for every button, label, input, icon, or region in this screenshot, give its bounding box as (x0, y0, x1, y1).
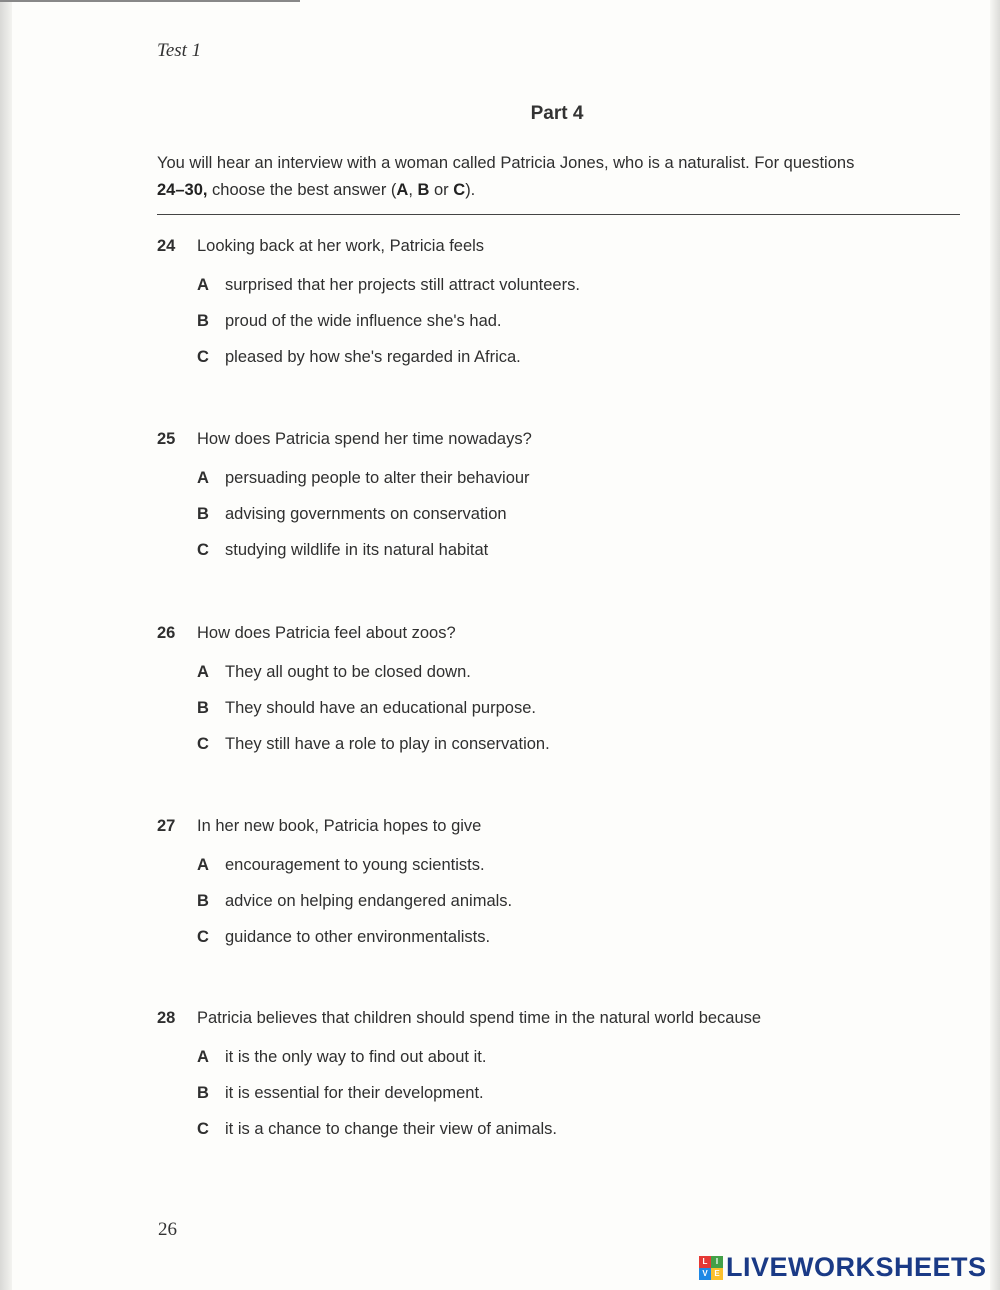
question-24 (157, 237, 957, 375)
option-letter: B (197, 699, 209, 717)
option-letter: A (197, 276, 209, 294)
question-stem: In her new book, Patricia hopes to give (197, 817, 482, 835)
option-text: it is a chance to change their view of animals. (225, 1120, 558, 1138)
option-letter: B (197, 892, 209, 910)
question-stem-line (157, 237, 957, 267)
part-title: Part 4 (530, 103, 584, 124)
option-a[interactable] (197, 654, 957, 690)
option-c[interactable] (197, 339, 957, 375)
option-c[interactable] (197, 726, 957, 762)
question-26 (157, 624, 957, 762)
option-b[interactable] (197, 883, 957, 919)
option-letter: B (197, 505, 209, 523)
option-b[interactable] (197, 303, 957, 339)
question-number: 25 (157, 430, 176, 448)
logo-mark-cell: V (699, 1268, 711, 1280)
option-text: advice on helping endangered animals. (225, 892, 513, 910)
option-letter: A (197, 1048, 209, 1066)
question-number: 27 (157, 817, 176, 835)
option-b[interactable] (197, 496, 957, 532)
letter-b: B (417, 181, 430, 199)
page-number: 26 (158, 1219, 177, 1240)
option-text: guidance to other environmentalists. (225, 928, 491, 946)
question-number: 28 (157, 1009, 176, 1027)
option-letter: C (197, 928, 209, 946)
option-letter: A (197, 856, 209, 874)
option-text: They still have a role to play in conservation. (225, 735, 550, 753)
question-stem: Looking back at her work, Patricia feels (197, 237, 485, 255)
logo-mark-icon (699, 1256, 723, 1280)
scan-left-edge (0, 0, 12, 1290)
question-stem: How does Patricia spend her time nowadays? (197, 430, 532, 448)
option-text: pleased by how she's regarded in Africa. (225, 348, 521, 366)
option-text: surprised that her projects still attract volunteers. (225, 276, 580, 294)
logo-mark-cell: E (711, 1268, 723, 1280)
option-b[interactable] (197, 690, 957, 726)
question-27 (157, 817, 957, 955)
instructions (157, 150, 962, 204)
option-text: persuading people to alter their behaviour (225, 469, 530, 487)
option-text: studying wildlife in its natural habitat (225, 541, 489, 559)
instructions-text: choose the best answer ( (207, 181, 397, 199)
option-c[interactable] (197, 919, 957, 955)
question-25 (157, 430, 957, 568)
section-divider (157, 214, 960, 215)
option-text: proud of the wide influence she's had. (225, 312, 502, 330)
option-letter: C (197, 735, 209, 753)
option-c[interactable] (197, 532, 957, 568)
question-stem: How does Patricia feel about zoos? (197, 624, 456, 642)
scan-right-edge (990, 0, 1000, 1290)
option-a[interactable] (197, 267, 957, 303)
option-letter: C (197, 541, 209, 559)
liveworksheets-logo (699, 1252, 987, 1283)
option-letter: B (197, 1084, 209, 1102)
option-letter: C (197, 1120, 209, 1138)
sep: or (429, 181, 454, 199)
option-letter: A (197, 469, 209, 487)
top-rule (0, 0, 300, 2)
option-a[interactable] (197, 1039, 957, 1075)
running-head: Test 1 (157, 40, 202, 61)
question-range: 24–30, (157, 181, 208, 199)
logo-mark-cell: L (699, 1256, 711, 1268)
instructions-end: ). (465, 181, 476, 199)
option-text: They all ought to be closed down. (225, 663, 471, 681)
question-number: 26 (157, 624, 176, 642)
question-stem-line (157, 430, 957, 460)
letter-a: A (396, 181, 409, 199)
logo-mark-cell: I (711, 1256, 723, 1268)
option-a[interactable] (197, 460, 957, 496)
question-stem-line (157, 1009, 957, 1039)
question-number: 24 (157, 237, 176, 255)
logo-text: LIVEWORKSHEETS (726, 1252, 987, 1282)
option-text: They should have an educational purpose. (225, 699, 536, 717)
option-text: encouragement to young scientists. (225, 856, 485, 874)
question-stem-line (157, 624, 957, 654)
question-28 (157, 1009, 957, 1147)
instructions-line-1: You will hear an interview with a woman called Patricia Jones, who is a naturalist. For questions (157, 154, 855, 172)
option-text: it is essential for their development. (225, 1084, 484, 1102)
letter-c: C (453, 181, 466, 199)
option-c[interactable] (197, 1111, 957, 1147)
option-a[interactable] (197, 847, 957, 883)
option-letter: B (197, 312, 209, 330)
option-letter: A (197, 663, 209, 681)
question-stem: Patricia believes that children should spend time in the natural world because (197, 1009, 762, 1027)
question-stem-line (157, 817, 957, 847)
option-b[interactable] (197, 1075, 957, 1111)
option-text: it is the only way to find out about it. (225, 1048, 487, 1066)
sep: , (408, 181, 418, 199)
option-text: advising governments on conservation (225, 505, 507, 523)
option-letter: C (197, 348, 209, 366)
